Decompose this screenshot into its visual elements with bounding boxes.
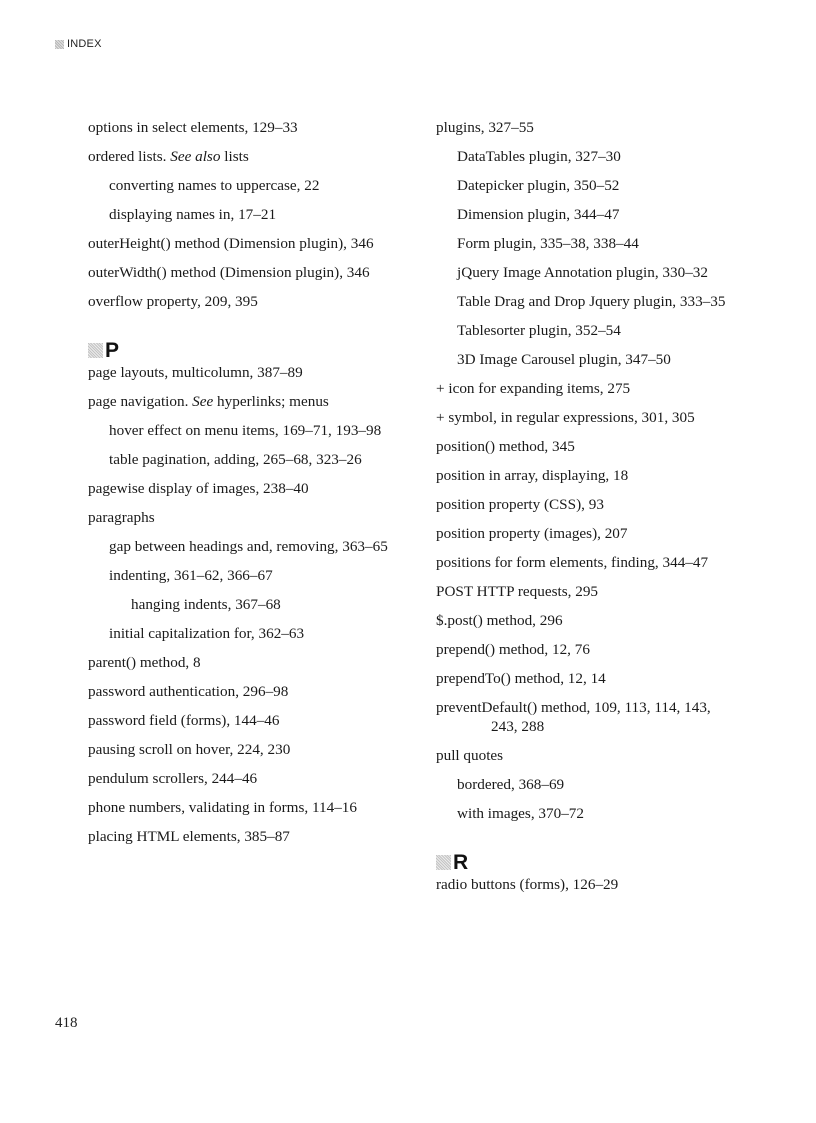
index-entry: pagewise display of images, 238–40 <box>88 480 309 497</box>
index-entry: position property (CSS), 93 <box>436 496 604 513</box>
index-entry: password field (forms), 144–46 <box>88 712 280 729</box>
index-subentry: jQuery Image Annotation plugin, 330–32 <box>457 264 708 281</box>
index-subentry: hover effect on menu items, 169–71, 193–98 <box>109 422 382 439</box>
index-entry: parent() method, 8 <box>88 654 201 671</box>
index-entry <box>88 392 388 411</box>
index-subentry: bordered, 368–69 <box>457 776 565 793</box>
index-entry: outerHeight() method (Dimension plugin), 346 <box>88 235 374 252</box>
index-subentry: Tablesorter plugin, 352–54 <box>457 322 621 339</box>
index-subentry: converting names to uppercase, 22 <box>109 177 320 194</box>
entry-text: page navigation. <box>88 393 193 410</box>
index-subentry: displaying names in, 17–21 <box>109 206 277 223</box>
index-entry: preventDefault() method, 109, 113, 114, 143, 243, 288 <box>436 699 711 735</box>
index-column-right <box>436 118 736 904</box>
running-head <box>55 38 102 50</box>
index-subentry: table pagination, adding, 265–68, 323–26 <box>109 451 362 468</box>
section-letter-p <box>88 337 388 361</box>
entry-text: hyperlinks; menus <box>213 393 329 410</box>
entry-text: lists <box>220 148 249 165</box>
index-entry: + symbol, in regular expressions, 301, 305 <box>436 409 695 426</box>
index-entry <box>88 147 388 166</box>
index-subentry: 3D Image Carousel plugin, 347–50 <box>457 351 671 368</box>
cross-reference-label: See <box>192 393 214 410</box>
index-subentry: gap between headings and, removing, 363–65 <box>109 538 388 555</box>
entry-text: ordered lists. <box>88 148 171 165</box>
index-entry: phone numbers, validating in forms, 114–16 <box>88 799 357 816</box>
cross-reference-label: See also <box>170 148 221 165</box>
section-letter-r <box>436 849 736 873</box>
index-subentry: with images, 370–72 <box>457 805 584 822</box>
index-subentry: initial capitalization for, 362–63 <box>109 625 305 642</box>
section-marker-icon <box>88 343 103 358</box>
index-entry: placing HTML elements, 385–87 <box>88 828 290 845</box>
index-entry: paragraphs <box>88 509 155 526</box>
index-subentry: indenting, 361–62, 366–67 <box>109 567 273 584</box>
section-marker-icon <box>55 40 64 49</box>
index-entry: radio buttons (forms), 126–29 <box>436 876 619 893</box>
index-subentry: Datepicker plugin, 350–52 <box>457 177 620 194</box>
page-number: 418 <box>55 1015 78 1031</box>
index-entry: overflow property, 209, 395 <box>88 293 258 310</box>
index-entry: password authentication, 296–98 <box>88 683 289 700</box>
index-entry: plugins, 327–55 <box>436 119 534 136</box>
index-column-left <box>88 118 388 856</box>
index-entry: outerWidth() method (Dimension plugin), 346 <box>88 264 370 281</box>
index-entry: prependTo() method, 12, 14 <box>436 670 606 687</box>
index-entry: $.post() method, 296 <box>436 612 563 629</box>
index-entry: options in select elements, 129–33 <box>88 119 298 136</box>
running-head-label: INDEX <box>67 38 102 50</box>
index-subentry: Dimension plugin, 344–47 <box>457 206 620 223</box>
index-subentry: Form plugin, 335–38, 338–44 <box>457 235 639 252</box>
index-entry: positions for form elements, finding, 344–47 <box>436 554 709 571</box>
index-entry: page layouts, multicolumn, 387–89 <box>88 364 303 381</box>
index-entry: pull quotes <box>436 747 504 764</box>
section-letter: R <box>453 851 469 874</box>
index-entry: POST HTTP requests, 295 <box>436 583 599 600</box>
index-subentry: Table Drag and Drop Jquery plugin, 333–35 <box>457 293 726 310</box>
index-entry: position in array, displaying, 18 <box>436 467 629 484</box>
section-letter: P <box>105 339 120 362</box>
section-marker-icon <box>436 855 451 870</box>
index-entry: + icon for expanding items, 275 <box>436 380 631 397</box>
index-subsubentry: hanging indents, 367–68 <box>131 596 281 613</box>
index-entry: pausing scroll on hover, 224, 230 <box>88 741 291 758</box>
index-entry: position property (images), 207 <box>436 525 628 542</box>
index-entry: pendulum scrollers, 244–46 <box>88 770 258 787</box>
index-entry: prepend() method, 12, 76 <box>436 641 590 658</box>
index-entry: position() method, 345 <box>436 438 575 455</box>
index-subentry: DataTables plugin, 327–30 <box>457 148 621 165</box>
